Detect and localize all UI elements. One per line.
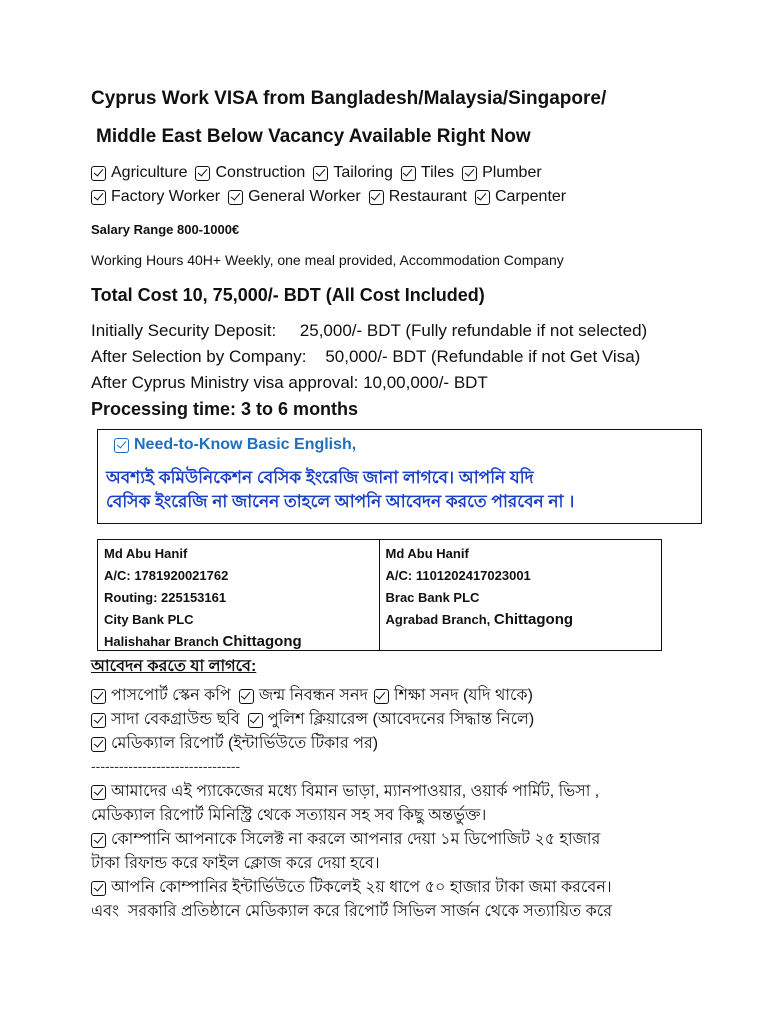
- checkbox-icon: [239, 689, 254, 704]
- checkbox-icon: [369, 190, 384, 205]
- job-item: Restaurant: [388, 188, 467, 205]
- requirement-item: শিক্ষা সনদ (যদি থাকে): [393, 687, 533, 704]
- account-name: Md Abu Hanif: [385, 546, 469, 561]
- branch-row: [104, 631, 373, 653]
- bank-name: Brac Bank PLC: [385, 590, 480, 605]
- checkbox-icon: [91, 833, 106, 848]
- requirement-item: জন্ম নিবন্ধন সনদ: [258, 687, 368, 704]
- divider: --------------------------------: [91, 758, 241, 774]
- branch-row: [386, 609, 656, 631]
- checkbox-icon: [195, 166, 210, 181]
- branch-name: Halishahar Branch: [104, 634, 219, 649]
- job-item: Factory Worker: [111, 188, 221, 205]
- processing-time: Processing time: 3 to 6 months: [91, 399, 359, 419]
- job-item: Construction: [215, 164, 306, 181]
- checkbox-icon: [91, 689, 106, 704]
- requirements-row1: [91, 684, 533, 708]
- cost-selection: After Selection by Company: 50,000/- BDT (Refundable if not Get Visa): [91, 347, 641, 366]
- notice-line1: অবশ্যই কমিউনিকেশন বেসিক ইংরেজি জানা লাগবে। আপনি যদি: [106, 468, 534, 487]
- job-list-row2: [91, 188, 574, 206]
- checkbox-icon: [313, 166, 328, 181]
- note3-line2: এবং সরকারি প্রতিষ্ঠানে মেডিক্যাল করে রিপোর্ট সিভিল সার্জন থেকে সত্যায়িত করে: [91, 903, 612, 920]
- bank-account-city: [98, 540, 380, 650]
- job-list-row1: [91, 164, 550, 182]
- note2-line2: টাকা রিফান্ড করে ফাইল ক্লোজ করে দেয়া হবে।: [91, 855, 380, 872]
- checkbox-icon: [248, 713, 263, 728]
- note-text: কোম্পানি আপনাকে সিলেক্ট না করলে আপনার দেয়া ১ম ডিপোজিট ২৫ হাজার: [111, 831, 601, 848]
- checkbox-icon: [374, 689, 389, 704]
- account-number: A/C: 1781920021762: [104, 568, 229, 583]
- bank-name: City Bank PLC: [104, 612, 194, 627]
- note1-line1: [91, 780, 599, 804]
- working-hours: Working Hours 40H+ Weekly, one meal provided, Accommodation Company: [91, 252, 564, 268]
- note3-line1: [91, 876, 612, 900]
- notice-line2: বেসিক ইংরেজি না জানেন তাহলে আপনি আবেদন করতে পারবেন না ।: [106, 492, 575, 511]
- cost-deposit: Initially Security Deposit: 25,000/- BDT (Fully refundable if not selected): [91, 321, 648, 340]
- notice-title: Need-to-Know Basic English,: [134, 436, 357, 453]
- checkbox-icon: [91, 713, 106, 728]
- bank-accounts-table: [97, 539, 662, 651]
- checkbox-icon: [114, 438, 129, 453]
- account-number: A/C: 1101202417023001: [385, 568, 531, 583]
- requirements-row2: [91, 708, 534, 732]
- note-text: আপনি কোম্পানির ইন্টার্ভিউতে টিকলেই ২য় ধাপে ৫০ হাজার টাকা জমা করবেন।: [111, 879, 612, 896]
- note-text: আমাদের এই প্যাকেজের মধ্যে বিমান ভাড়া, ম্যানপাওয়ার, ওয়ার্ক পার্মিট, ভিসা ,: [111, 783, 600, 800]
- account-name: Md Abu Hanif: [104, 546, 188, 561]
- page-title-line1: Cyprus Work VISA from Bangladesh/Malaysia/Singapore/: [91, 88, 607, 109]
- checkbox-icon: [475, 190, 490, 205]
- checkbox-icon: [91, 737, 106, 752]
- page-title-line2: Middle East Below Vacancy Available Right Now: [96, 126, 531, 147]
- notice-title-row: [114, 436, 356, 454]
- branch-city: Chittagong: [222, 633, 302, 650]
- job-item: Tailoring: [333, 164, 393, 181]
- cost-approval: After Cyprus Ministry visa approval: 10,00,000/- BDT: [91, 373, 488, 392]
- job-item: General Worker: [248, 188, 361, 205]
- checkbox-icon: [401, 166, 416, 181]
- checkbox-icon: [91, 166, 106, 181]
- checkbox-icon: [91, 190, 106, 205]
- checkbox-icon: [91, 881, 106, 896]
- note1-line2: মেডিক্যাল রিপোর্ট মিনিস্ট্রি থেকে সত্যায়ন সহ সব কিছু অন্তর্ভুক্ত।: [91, 807, 487, 824]
- english-notice-box: [97, 429, 702, 524]
- requirement-item: পাসপোর্ট স্কেন কপি: [111, 687, 231, 704]
- salary-range: Salary Range 800-1000€: [91, 222, 240, 237]
- total-cost: Total Cost 10, 75,000/- BDT (All Cost Included): [91, 285, 485, 305]
- requirements-heading: আবেদন করতে যা লাগবে:: [91, 658, 257, 675]
- requirements-row3: [91, 732, 378, 756]
- requirement-item: সাদা বেকগ্রাউন্ড ছবি: [111, 711, 240, 728]
- routing-number: Routing: 225153161: [104, 590, 227, 605]
- job-item: Tiles: [420, 164, 455, 181]
- checkbox-icon: [228, 190, 243, 205]
- checkbox-icon: [91, 785, 106, 800]
- requirement-item: মেডিক্যাল রিপোর্ট (ইন্টার্ভিউতে টিকার পর): [111, 735, 379, 752]
- bank-account-brac: [380, 540, 662, 650]
- job-item: Carpenter: [494, 188, 567, 205]
- branch-name: Agrabad Branch,: [385, 612, 491, 627]
- requirement-item: পুলিশ ক্লিয়ারেন্স (আবেদনের সিদ্ধান্ত নিলে): [267, 711, 535, 728]
- job-item: Plumber: [482, 164, 542, 181]
- note2-line1: [91, 828, 600, 852]
- branch-city: Chittagong: [493, 611, 574, 628]
- job-item: Agriculture: [111, 164, 188, 181]
- checkbox-icon: [462, 166, 477, 181]
